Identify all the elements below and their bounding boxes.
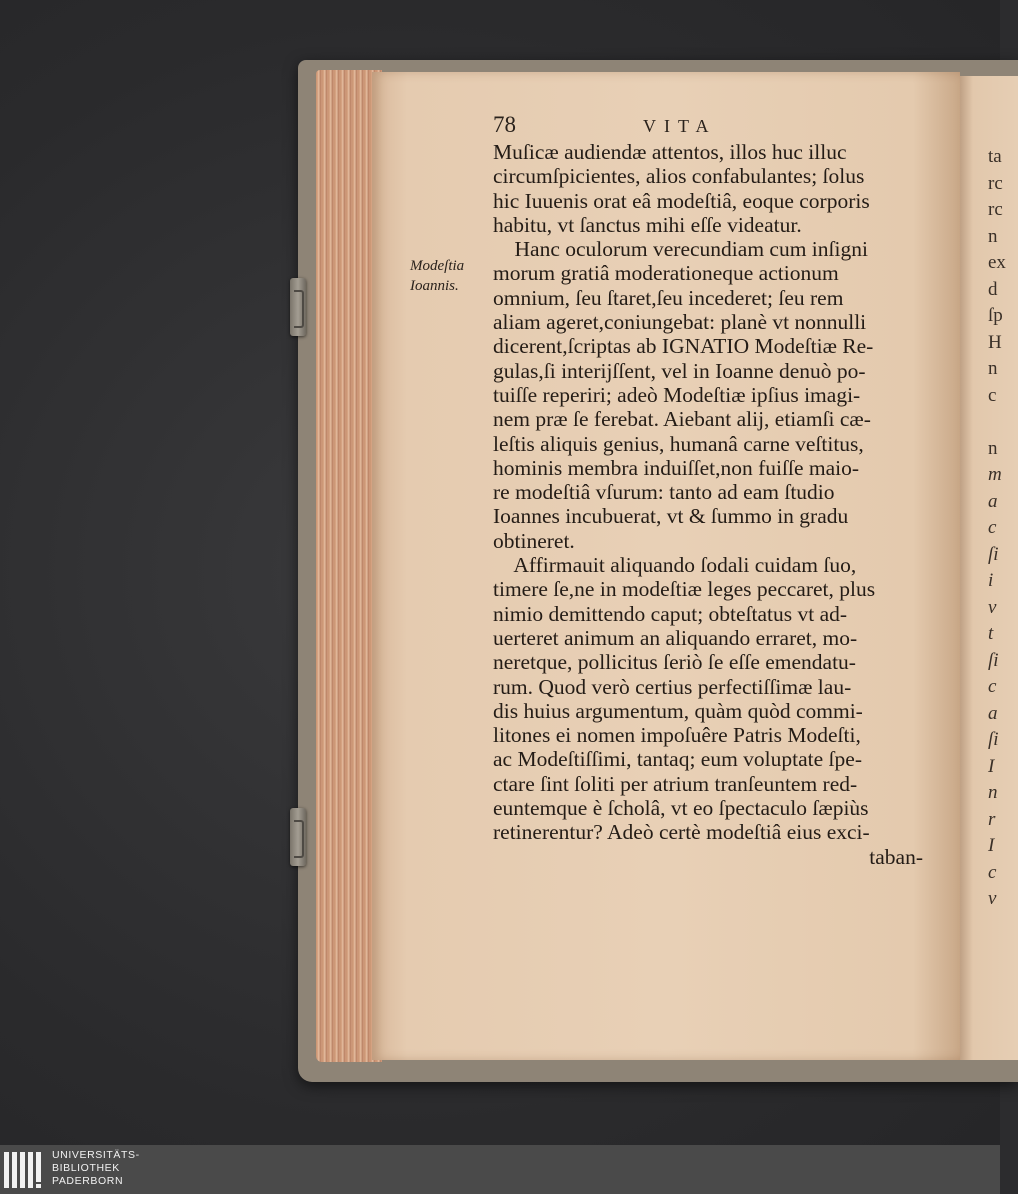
text-line: ac Modeſtiſſimi, tantaq; eum voluptate ſpe- [493, 747, 862, 772]
text-line: euntemque è ſcholâ, vt eo ſpectaculo ſæpiùs [493, 796, 869, 821]
facing-page-fragment: H [988, 331, 1002, 353]
facing-page-fragment: a [988, 490, 998, 512]
facing-page-fragment: I [988, 835, 995, 856]
facing-page-fragment: ſp [988, 305, 1003, 326]
facing-page-fragment: I [988, 755, 995, 777]
facing-page-fragment: ſi [988, 543, 999, 565]
facing-page-fragment: ſi [988, 729, 999, 750]
facing-page-fragment: i [988, 570, 994, 591]
footer-bar [0, 1145, 1000, 1194]
text-line: timere ſe,ne in modeſtiæ leges peccaret, plus [493, 577, 876, 602]
facing-page-fragment: n [988, 782, 998, 803]
body-text [493, 140, 923, 869]
facing-page-fragment: v [988, 888, 997, 909]
page-heading: VITA [643, 116, 717, 136]
facing-page-fragment: c [988, 676, 997, 697]
text-line: morum gratiâ moderationeque actionum [493, 261, 839, 286]
facing-page-fragment: n [988, 437, 998, 459]
facing-page-fragment: t [988, 623, 994, 644]
facing-page-fragment: ta [988, 146, 1002, 167]
logo-line: PADERBORN [52, 1175, 124, 1187]
facing-page-fragment: c [988, 861, 997, 883]
catchword: taban- [869, 844, 923, 869]
text-line: Ioannes incubuerat, vt & ſummo in gradu [493, 504, 849, 529]
text-line: Hanc oculorum verecundiam cum inſigni [493, 237, 868, 262]
facing-page-fragment: rc [988, 199, 1003, 220]
facing-page-fragment: n [988, 358, 998, 379]
text-line: Affirmauit aliquando ſodali cuidam ſuo, [493, 553, 857, 578]
text-line: hominis membra induiſſet,non fuiſſe maio- [493, 455, 860, 480]
text-line: habitu, vt ſanctus mihi eſſe videatur. [493, 212, 802, 237]
text-line: uerteret animum an aliquando erraret, mo- [493, 625, 858, 650]
facing-page-fragment: ſi [988, 649, 999, 671]
text-line: dicerent,ſcriptas ab IGNATIO Modeſtiæ Re- [493, 334, 874, 359]
text-line: litones ei nomen impoſuêre Patris Modeſti, [493, 723, 861, 748]
library-logo-text [52, 1149, 140, 1188]
facing-page-fragment: ex [988, 252, 1006, 273]
text-line: omnium, ſeu ſtaret,ſeu incederet; ſeu rem [493, 285, 844, 310]
marginal-note-line: Ioannis. [410, 278, 459, 294]
text-line: tuiſſe reperiri; adeò Modeſtiæ ipſius imagi- [493, 382, 861, 407]
facing-page-fragment: rc [988, 172, 1003, 194]
facing-page-fragment: v [988, 596, 997, 618]
facing-page-fragment: d [988, 278, 998, 300]
library-logo-icon [4, 1150, 44, 1190]
clasp-bottom [290, 808, 306, 866]
text-line: nem præ ſe ferebat. Aiebant alij, etiamſi cæ- [493, 407, 871, 432]
logo-line: UNIVERSITÄTS- [52, 1149, 140, 1161]
text-line: gulas,ſi interijſſent, vel in Ioanne denuò po- [493, 358, 866, 383]
clasp-top [290, 278, 306, 336]
facing-page [958, 76, 1018, 1060]
text-line: neretque, pollicitus ſeriò ſe eſſe emendatu- [493, 650, 856, 675]
facing-page-fragment: c [988, 517, 997, 538]
text-line: obtineret. [493, 528, 575, 553]
facing-page-fragment: n [988, 225, 998, 247]
logo-line: BIBLIOTHEK [52, 1162, 120, 1174]
text-line: hic Iuuenis orat eâ modeſtiâ, eoque corporis [493, 188, 870, 213]
text-line: retinerentur? Adeò certè modeſtiâ eius exci- [493, 820, 870, 845]
facing-page-fragment: m [988, 464, 1002, 485]
facing-page-fragment: r [988, 808, 996, 830]
marginal-note-line: Modeſtia [410, 258, 465, 274]
text-line: dis huius argumentum, quàm quòd commi- [493, 698, 863, 723]
facing-page-fragment: a [988, 702, 998, 724]
text-line: nimio demittendo caput; obteſtatus vt ad- [493, 601, 848, 626]
text-line: re modeſtiâ vſurum: tanto ad eam ſtudio [493, 480, 835, 505]
text-line: leſtis aliquis genius, humanâ carne veſtitus, [493, 431, 864, 456]
text-line: rum. Quod verò certius perfectiſſimæ lau- [493, 674, 852, 699]
text-line: ctare ſint ſoliti per atrium tranſeuntem red- [493, 771, 858, 796]
text-line: aliam ageret,coniungebat: planè vt nonnulli [493, 310, 867, 335]
running-head [493, 112, 913, 142]
facing-page-fragment: c [988, 384, 997, 406]
page-number: 78 [493, 112, 516, 137]
text-line: circumſpicientes, alios confabulantes; ſolus [493, 164, 865, 189]
text-line: Muſicæ audiendæ attentos, illos huc illuc [493, 140, 847, 164]
